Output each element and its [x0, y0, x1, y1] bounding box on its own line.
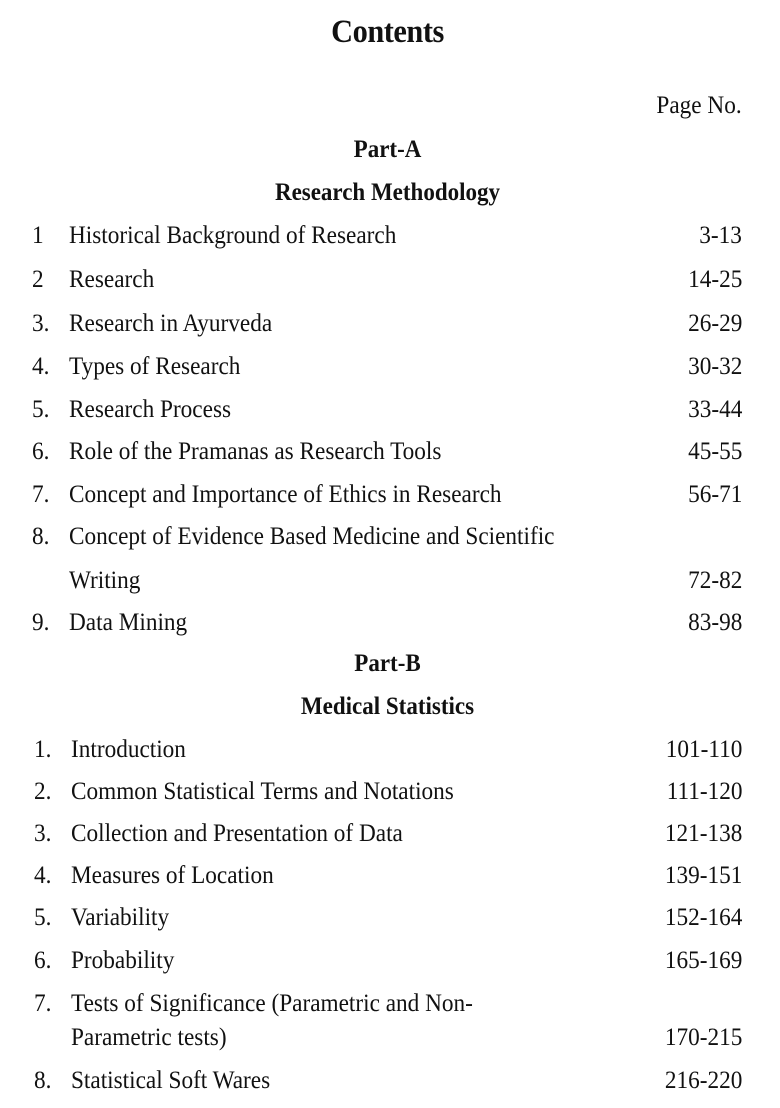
entry-number: 5. [34, 904, 52, 931]
entry-title: Tests of Significance (Parametric and Non- [71, 990, 473, 1017]
entry-title-continuation: Writing [69, 567, 141, 594]
entry-pages: 216-220 [664, 1067, 742, 1094]
entry-title: Variability [71, 904, 170, 931]
entry-pages: 56-71 [687, 481, 742, 508]
entry-title: Research Process [69, 396, 232, 423]
entry-number: 1 [32, 222, 44, 249]
entry-title: Types of Research [69, 353, 241, 380]
entry-pages: 101-110 [665, 736, 742, 763]
entry-number: 3. [32, 310, 50, 337]
entry-title: Introduction [71, 736, 186, 763]
entry-pages: 152-164 [664, 904, 742, 931]
entry-pages: 14-25 [687, 266, 742, 293]
entry-title: Probability [71, 947, 175, 974]
entry-pages: 111-120 [666, 778, 742, 805]
entry-number: 8. [32, 523, 50, 550]
entry-pages: 45-55 [687, 438, 742, 465]
entry-title: Concept of Evidence Based Medicine and Scientific [69, 523, 555, 550]
entry-number: 9. [32, 609, 50, 636]
entry-number: 1. [34, 736, 52, 763]
part-b-label: Part-B [354, 650, 421, 677]
entry-title: Measures of Location [71, 862, 274, 889]
entry-title: Historical Background of Research [69, 222, 397, 249]
entry-number: 5. [32, 396, 50, 423]
entry-pages: 139-151 [664, 862, 742, 889]
entry-title: Data Mining [69, 609, 188, 636]
entry-pages: 170-215 [664, 1024, 742, 1051]
entry-title: Statistical Soft Wares [71, 1067, 271, 1094]
entry-number: 3. [34, 820, 52, 847]
entry-number: 6. [32, 438, 50, 465]
entry-number: 4. [34, 862, 52, 889]
page-no-header: Page No. [656, 92, 742, 119]
entry-number: 7. [32, 481, 50, 508]
entry-title: Concept and Importance of Ethics in Research [69, 481, 502, 508]
entry-number: 2. [34, 778, 52, 805]
entry-pages: 33-44 [687, 396, 742, 423]
part-a-heading: Research Methodology [274, 179, 501, 206]
entry-title: Research in Ayurveda [69, 310, 273, 337]
entry-title: Collection and Presentation of Data [71, 820, 403, 847]
entry-number: 6. [34, 947, 52, 974]
entry-pages: 83-98 [687, 609, 742, 636]
entry-pages: 3-13 [699, 222, 742, 249]
entry-pages: 26-29 [687, 310, 742, 337]
entry-pages: 30-32 [687, 353, 742, 380]
entry-title: Common Statistical Terms and Notations [71, 778, 454, 805]
entry-number: 7. [34, 990, 52, 1017]
entry-number: 8. [34, 1067, 52, 1094]
part-a-label: Part-A [353, 136, 422, 163]
entry-title: Research [69, 266, 155, 293]
entry-pages: 72-82 [687, 567, 742, 594]
page-title: Contents [331, 14, 444, 50]
entry-title: Role of the Pramanas as Research Tools [69, 438, 442, 465]
part-b-heading: Medical Statistics [300, 693, 475, 720]
entry-pages: 165-169 [664, 947, 742, 974]
entry-number: 4. [32, 353, 50, 380]
entry-pages: 121-138 [664, 820, 742, 847]
entry-number: 2 [32, 266, 44, 293]
entry-title-continuation: Parametric tests) [71, 1024, 227, 1051]
